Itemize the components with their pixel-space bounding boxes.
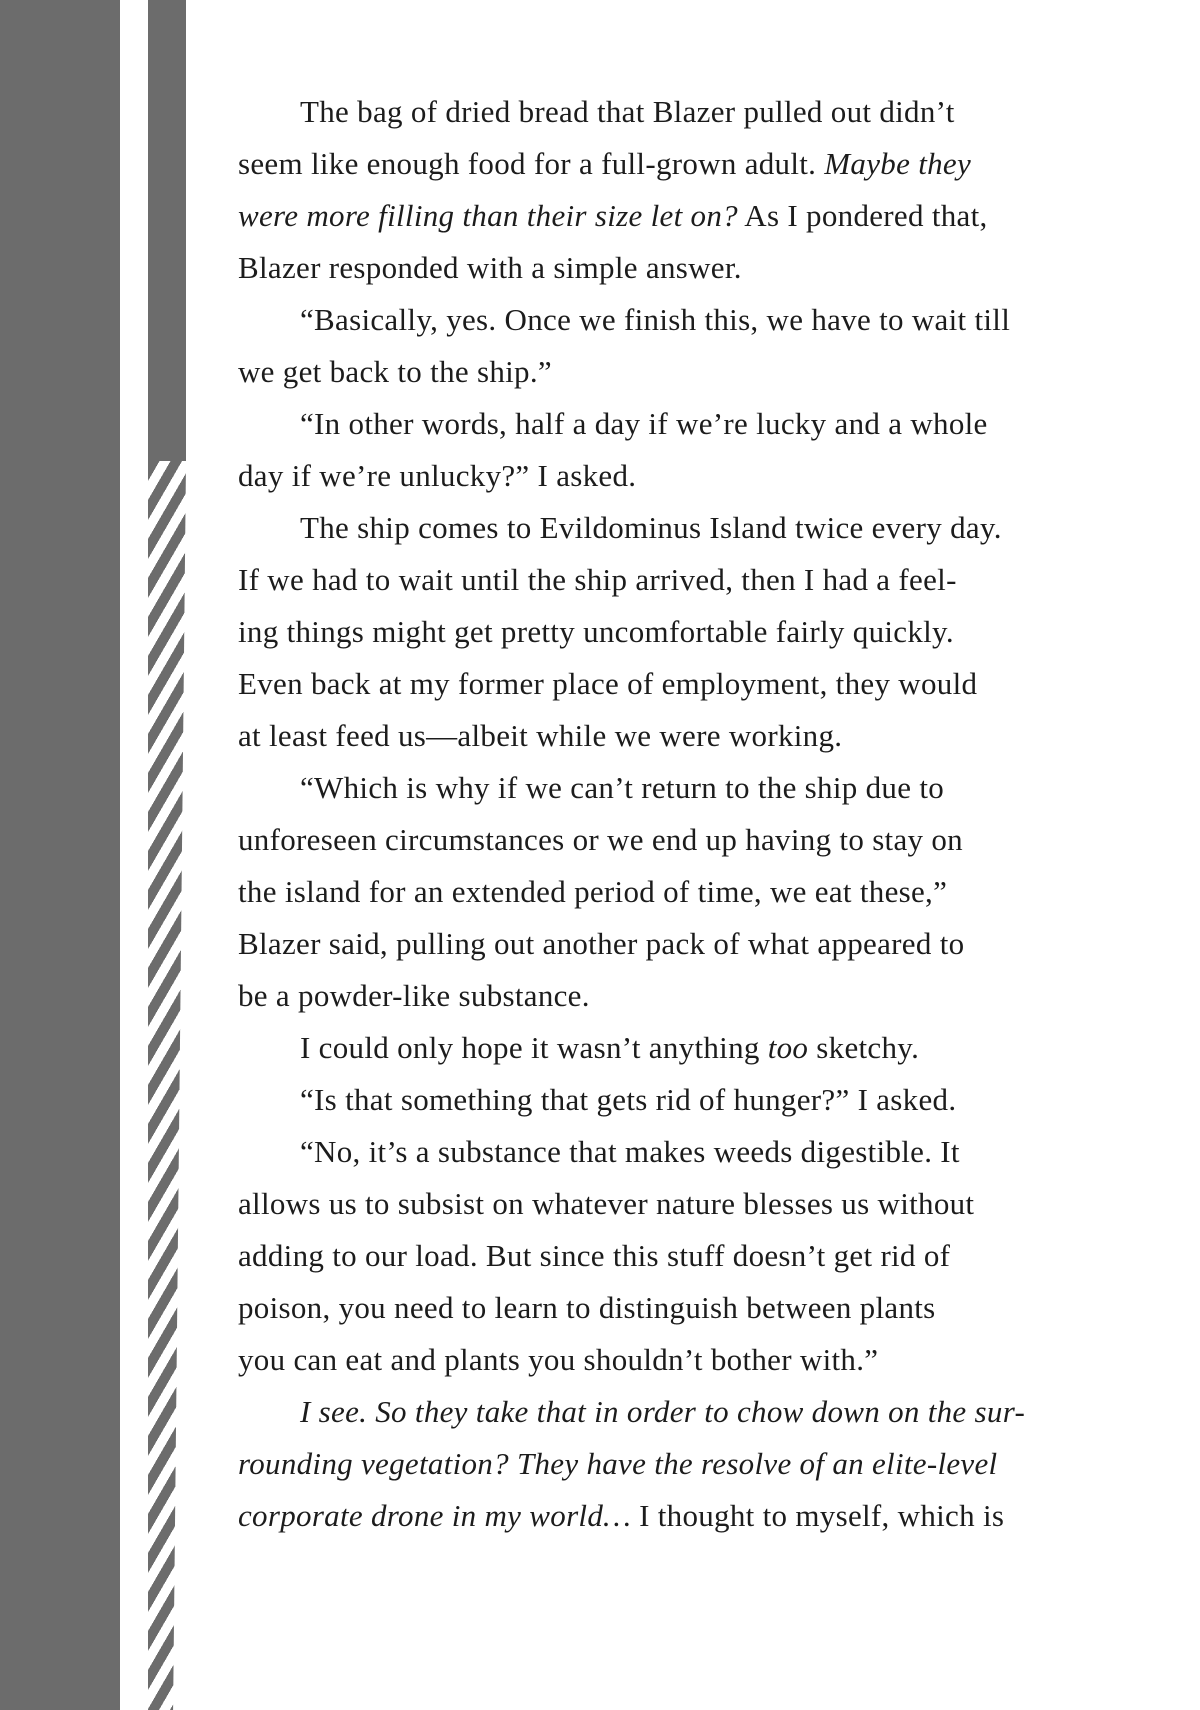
text-segment: Blazer responded with a simple answer.: [238, 250, 742, 285]
text-segment: I could only hope it wasn’t anything: [300, 1030, 768, 1065]
text-line: [238, 1178, 1110, 1230]
text-segment: adding to our load. But since this stuff doesn’t get rid of: [238, 1238, 951, 1273]
text-segment-italic: rounding vegetation? They have the resolve of an elite-level: [238, 1446, 998, 1481]
text-line: [238, 1334, 1110, 1386]
text-segment: the island for an extended period of time, we eat these,”: [238, 874, 948, 909]
text-line: [238, 606, 1110, 658]
text-segment: seem like enough food for a full-grown adult.: [238, 146, 825, 181]
ribbon-solid-segment: [148, 0, 186, 461]
left-margin-bar: [0, 0, 120, 1710]
text-segment: If we had to wait until the ship arrived, then I had a feel-: [238, 562, 957, 597]
text-segment-italic: I see. So they take that in order to chow down on the sur-: [300, 1394, 1026, 1429]
text-line: [238, 1490, 1110, 1542]
text-segment: The bag of dried bread that Blazer pulled out didn’t: [300, 94, 955, 129]
text-segment: you can eat and plants you shouldn’t bother with.”: [238, 1342, 879, 1377]
text-line: [238, 554, 1110, 606]
text-segment: “Basically, yes. Once we finish this, we have to wait till: [300, 302, 1011, 337]
text-line: [238, 710, 1110, 762]
text-segment: unforeseen circumstances or we end up having to stay on: [238, 822, 963, 857]
text-segment: Even back at my former place of employment, they would: [238, 666, 978, 701]
text-segment: I thought to myself, which is: [631, 1498, 1005, 1533]
text-line: [238, 970, 1110, 1022]
ribbon-striped-segment: [148, 461, 186, 1710]
text-segment: be a powder-like substance.: [238, 978, 590, 1013]
text-line: [238, 450, 1110, 502]
text-segment: allows us to subsist on whatever nature blesses us without: [238, 1186, 975, 1221]
text-line: [238, 918, 1110, 970]
text-segment-italic: corporate drone in my world…: [238, 1498, 632, 1533]
text-line: [238, 814, 1110, 866]
text-segment: As I pondered that,: [737, 198, 988, 233]
text-line: [238, 762, 1110, 814]
text-line: [238, 1386, 1110, 1438]
text-line: [238, 1438, 1110, 1490]
text-line: [238, 190, 1110, 242]
text-segment: poison, you need to learn to distinguish between plants: [238, 1290, 936, 1325]
text-segment-italic: too: [767, 1030, 809, 1065]
text-segment-italic: Maybe they: [824, 146, 972, 181]
text-line: [238, 346, 1110, 398]
text-segment: “Which is why if we can’t return to the ship due to: [300, 770, 945, 805]
text-line: [238, 242, 1110, 294]
text-line: [238, 1022, 1110, 1074]
text-line: [238, 658, 1110, 710]
text-segment: “Is that something that gets rid of hunger?” I asked.: [300, 1082, 957, 1117]
text-segment: Blazer said, pulling out another pack of what appeared to: [238, 926, 965, 961]
text-segment: sketchy.: [808, 1030, 920, 1065]
text-segment: “In other words, half a day if we’re lucky and a whole: [300, 406, 988, 441]
text-line: [238, 86, 1110, 138]
text-line: [238, 1126, 1110, 1178]
text-segment: day if we’re unlucky?” I asked.: [238, 458, 637, 493]
text-line: [238, 866, 1110, 918]
text-line: [238, 398, 1110, 450]
text-line: [238, 294, 1110, 346]
text-line: [238, 1230, 1110, 1282]
text-line: [238, 1282, 1110, 1334]
text-line: [238, 138, 1110, 190]
text-segment: The ship comes to Evildominus Island twice every day.: [300, 510, 1002, 545]
text-line: [238, 502, 1110, 554]
text-line: [238, 1074, 1110, 1126]
text-segment: at least feed us—albeit while we were working.: [238, 718, 843, 753]
text-segment: we get back to the ship.”: [238, 354, 552, 389]
text-segment-italic: were more filling than their size let on?: [238, 198, 738, 233]
text-segment: ing things might get pretty uncomfortable fairly quickly.: [238, 614, 954, 649]
text-segment: “No, it’s a substance that makes weeds digestible. It: [300, 1134, 960, 1169]
decorative-ribbon: [148, 0, 186, 1710]
book-text: [238, 86, 1110, 1542]
